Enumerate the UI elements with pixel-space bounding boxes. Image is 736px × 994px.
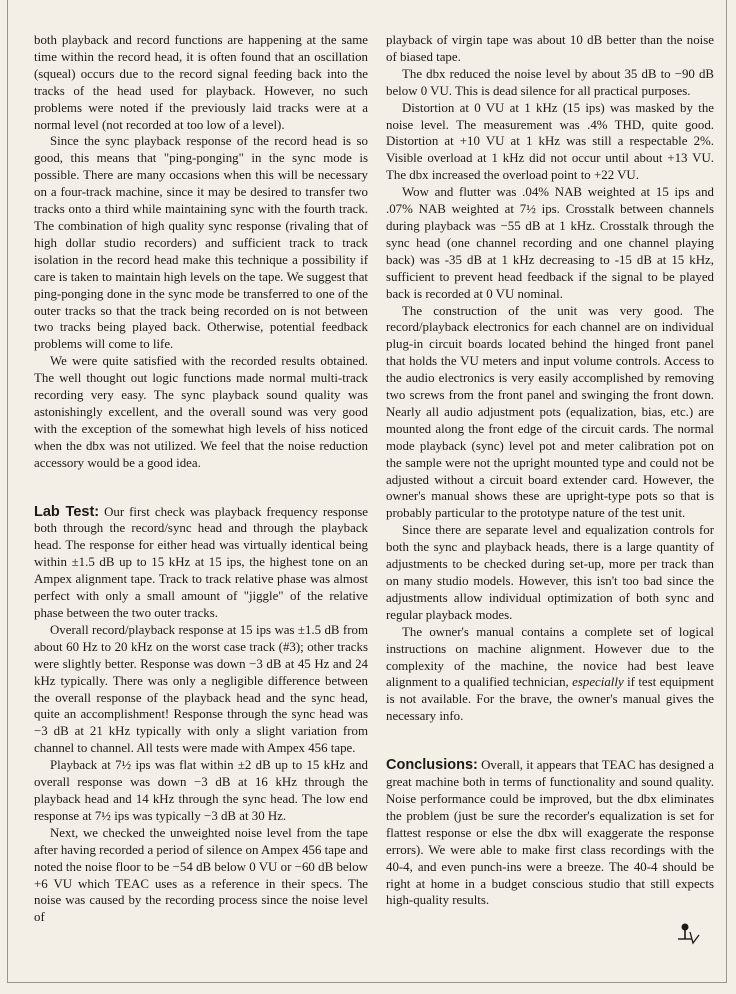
- emphasis: especially: [572, 675, 624, 690]
- lab-test-text: Our first check was playback frequency response both through the record/sync head and through the playback head. The response for either head was virtually identical being within ±1.5 dB up to 15 kHz at 15 ips, the highest tone on an Ampex alignment tape. Track to track relative phase was almost perfect with only a small amount of "jiggle" of the relative phase between the two outer tracks.: [34, 504, 368, 620]
- microphone-end-mark-icon: [676, 922, 702, 946]
- paragraph: The construction of the unit was very good. The record/playback electronics for each channel are on individual plug-in circuit boards located behind the hinged front panel that holds the VU meters and input volume controls. Access to the audio electronics is very easily accomplished by removing two screws from the front panel and swinging the front down. Nearly all audio adjustment pots (equalization, bias, etc.) are mounted along the front edge of the circuit cards. The normal mode playback (sync) level pot and meter calibration pot on the sample were not the upright mounted type and could not be adjusted without a circuit board extender card. However, the owner's manual shows these are upright-type pots so that is probably particular to the prototype nature of the test unit.: [386, 303, 714, 521]
- conclusions-text: Overall, it appears that TEAC has designed a great machine both in terms of functionality and sound quality. Noise performance could be improved, but the dbx eliminates the problem (just be sure the recorder's equalization is set for flattest response or else the dbx will exaggerate the response errors). We were able to make first class recordings with the 40-4, and even punch-ins were a breeze. The 40-4 should be right at home in a budget conscious studio that still expects high-quality results.: [386, 758, 714, 908]
- paragraph: Since the sync playback response of the record head is so good, this means that "ping-ponging" in the sync mode is possible. There are many occasions when this will be necessary on a four-track machine, since it may be desired to transfer two tracks onto a third while maintaining sync with the fourth track. The combination of high quality sync response (rivaling that of high dollar studio recorders) and sufficient track to track isolation in the record head make this technique a possibility if care is taken to maintain high levels on the tape. We suggest that ping-ponging done in the sync mode be transferred to one of the outer tracks so that the track being recorded on is not between two tracks being played back. Otherwise, potential feedback problems will come to life.: [34, 134, 368, 352]
- conclusions-heading: Conclusions:: [386, 757, 478, 774]
- paragraph: Distortion at 0 VU at 1 kHz (15 ips) was masked by the noise level. The measurement was .4% THD, quite good. Distortion at +10 VU at 1 kHz was still a respectable 2%. Visible overload at 1 kHz did not occur until about +13 VU. The dbx increased the overload point to +22 VU.: [386, 100, 714, 183]
- paragraph: Next, we checked the unweighted noise level from the tape after having recorded a period of silence on Ampex 456 tape and noted the noise floor to be −54 dB below 0 VU or −60 dB below +6 VU which TEAC uses as a reference in their specs. The noise was caused by the recording process since the noise level of: [34, 825, 368, 925]
- paragraph: Since there are separate level and equalization controls for both the sync and playback heads, there is a large quantity of adjustments to be checked during set-up, more per track than on many studio models. However, this isn't too bad since the adjustments allow individual optimization of both sync and regular playback modes.: [386, 523, 714, 622]
- paragraph: Overall record/playback response at 15 ips was ±1.5 dB from about 60 Hz to 20 kHz on the worst case track (#3); other tracks were slightly better. Response was down −3 dB at 45 Hz and 24 kHz typically. There was only a negligible difference between the overall response of the playback head and the sync head, quite an accomplishment! Response through the sync head was −3 dB at 21 kHz typically with only a slight variation from channel to channel. All tests were made with Ampex 456 tape.: [34, 622, 368, 756]
- right-column: [386, 32, 714, 909]
- lab-test-heading: Lab Test:: [34, 503, 100, 520]
- paragraph: Wow and flutter was .04% NAB weighted at 15 ips and .07% NAB weighted at 7½ ips. Crosstalk between channels during playback was −55 dB at 1 kHz. Crosstalk through the sync head (one channel recording and one channel playing back) was -35 dB at 1 kHz decreasing to -15 dB at 15 kHz, sufficient to prevent head feedback if the signal to be played back is recorded at 0 VU nominal.: [386, 185, 714, 301]
- paragraph: Playback at 7½ ips was flat within ±2 dB up to 15 kHz and overall response was down −3 dB at 16 kHz through the playback head and 14 kHz through the sync head. The low end response at 7½ ips was typically −3 dB at 30 Hz.: [34, 758, 368, 823]
- paragraph: The dbx reduced the noise level by about 35 dB to −90 dB below 0 VU. This is dead silence for all practical purposes.: [386, 66, 714, 98]
- left-column: [34, 32, 368, 926]
- text-span: The owner's manual contains a complete set of logical instructions on machine alignment. However due to the complexity of the machine, the novice had best leave alignment to a qualified technician,: [386, 624, 714, 690]
- lab-test-paragraph: [34, 504, 368, 622]
- paragraph: playback of virgin tape was about 10 dB better than the noise of biased tape.: [386, 33, 714, 64]
- text-span: if test equipment is not available. For the brave, the owner's manual gives the necessary info.: [386, 675, 714, 724]
- paragraph: [386, 624, 714, 725]
- paragraph: We were quite satisfied with the recorded results obtained. The well thought out logic functions made normal multi-track recording very easy. The sync playback sound quality was astonishingly excellent, and the overall sound was very good with the exception of the somewhat high levels of hiss noticed when the dbx was not utilized. We feel that the noise reduction accessory would be a good idea.: [34, 354, 368, 470]
- paragraph: both playback and record functions are happening at the same time within the record head, it is often found that an oscillation (squeal) occurs due to the record signal feeding back into the tracks of the head used for playback. However, no such problems were noted if the previously laid tracks were at a normal level (not recorded at too low of a level).: [34, 33, 368, 132]
- conclusions-paragraph: [386, 757, 714, 909]
